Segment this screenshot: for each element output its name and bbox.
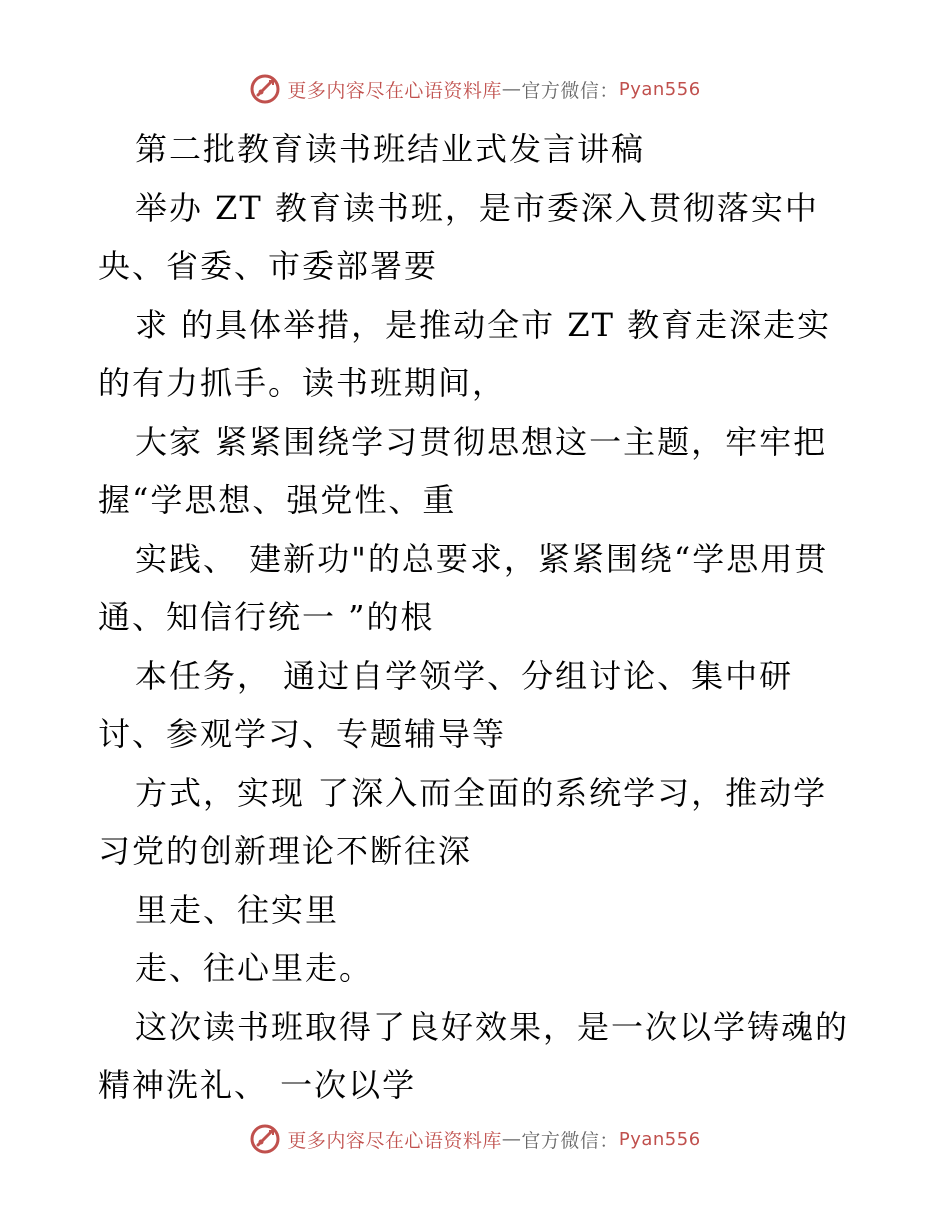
paragraph-line: 求 的具体举措，是推动全市 ZT 教育走深走实	[135, 305, 832, 344]
watermark-main-text: 更多内容尽在心语资料库	[287, 1129, 502, 1152]
paragraph-line: 里走、往实里	[135, 890, 340, 929]
watermark-wechat-id: Pyan556	[618, 78, 701, 100]
seal-logo-icon	[249, 1123, 281, 1155]
paragraph-line: 方式，实现 了深入而全面的系统学习，推动学	[135, 773, 828, 812]
watermark-official-label: 官方微信：	[521, 79, 619, 102]
seal-logo-icon	[249, 73, 281, 105]
watermark-main-text: 更多内容尽在心语资料库	[287, 79, 502, 102]
footer-watermark	[0, 1123, 950, 1155]
paragraph-line: 大家 紧紧围绕学习贯彻思想这一主题，牢牢把	[135, 422, 828, 461]
paragraph-line: 实践、 建新功"的总要求，紧紧围绕“学思用贯	[135, 539, 829, 578]
paragraph-line: 通、知信行统一 ”的根	[98, 598, 435, 636]
watermark-official-label: 官方微信：	[521, 1129, 619, 1152]
header-watermark	[0, 73, 950, 105]
paragraph-line: 走、往心里走。	[135, 949, 374, 987]
paragraph-line: 握“学思想、强党性、重	[98, 481, 457, 519]
paragraph-line: 举办 ZT 教育读书班，是市委深入贯彻落实中	[135, 188, 819, 227]
watermark-wechat-id: Pyan556	[618, 1128, 701, 1150]
document-title: 第二批教育读书班结业式发言讲稿	[135, 130, 646, 168]
document-body	[98, 120, 858, 1115]
paragraph-line: 精神洗礼、 一次以学	[98, 1066, 417, 1104]
paragraph-line: 习党的创新理论不断往深	[98, 832, 473, 870]
watermark-dash: —	[501, 78, 522, 100]
paragraph-line: 讨、参观学习、专题辅导等	[98, 715, 507, 753]
paragraph-line: 的有力抓手。读书班期间，	[98, 364, 507, 402]
paragraph-line: 本任务， 通过自学领学、分组讨论、集中研	[135, 656, 794, 695]
watermark-dash: —	[501, 1128, 522, 1150]
paragraph-line: 央、省委、市委部署要	[98, 247, 439, 285]
paragraph-line: 这次读书班取得了良好效果，是一次以学铸魂的	[135, 1007, 850, 1046]
